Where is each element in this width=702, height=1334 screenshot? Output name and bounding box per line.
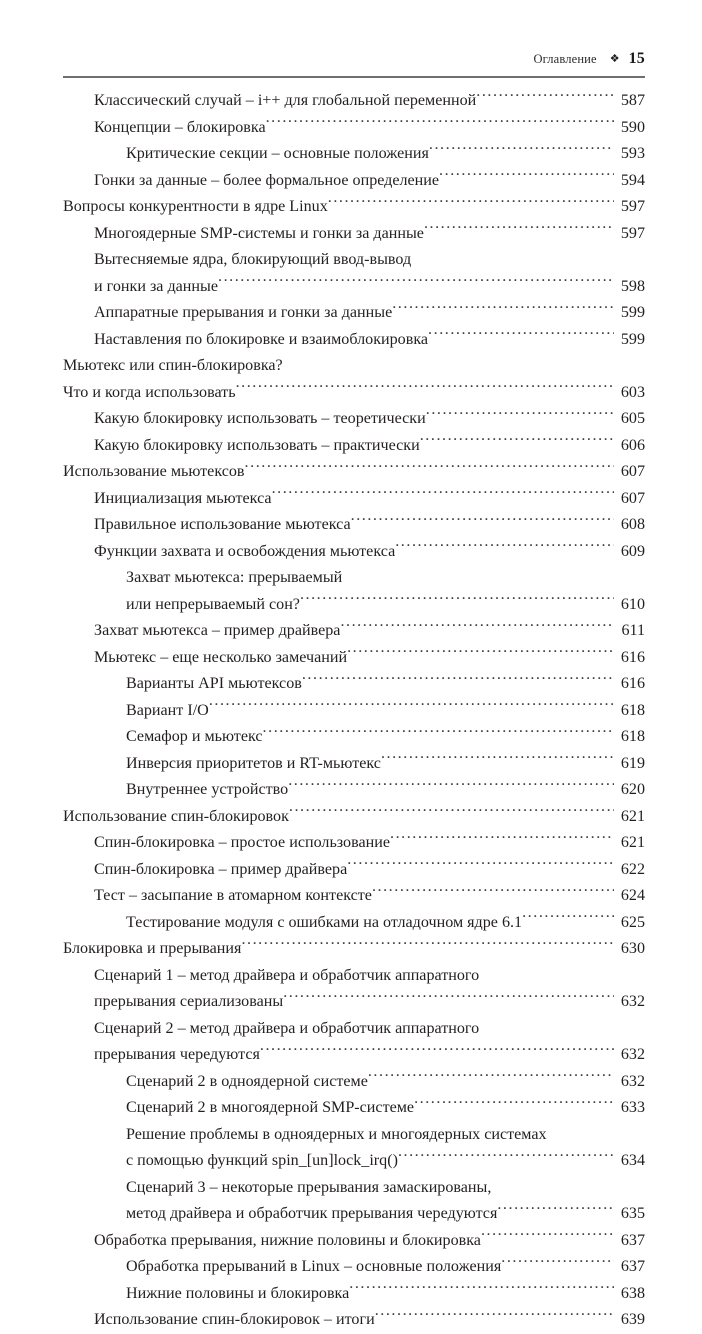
diamond-ornament-icon: ❖ — [609, 53, 620, 65]
toc-entry-leader-dots — [272, 486, 614, 502]
toc-entry-page-number: 599 — [620, 304, 645, 321]
toc-entry-leader-dots — [289, 804, 614, 820]
toc-entry-label: Вытесняемые ядра, блокирующий ввод-вывод — [94, 251, 412, 268]
toc-entry-leader-dots — [209, 698, 614, 714]
toc-entry-label: Обработка прерывания, нижние половины и блокировка — [94, 1231, 481, 1249]
toc-entry-page-number: 607 — [620, 463, 645, 480]
toc-entry-leader-dots — [347, 645, 614, 661]
toc-entry[interactable] — [63, 592, 645, 619]
toc-entry-leader-dots — [439, 168, 614, 184]
toc-entry-leader-dots — [263, 725, 614, 741]
toc-entry-leader-dots — [428, 327, 614, 343]
toc-entry-page-number: 624 — [620, 887, 645, 904]
toc-entry[interactable] — [63, 433, 645, 460]
toc-entry-page-number: 607 — [620, 489, 645, 507]
toc-entry-page-number: 619 — [620, 754, 645, 772]
toc-entry[interactable] — [63, 221, 645, 248]
toc-entry-label: Сценарий 2 в многоядерной SMP-системе — [126, 1099, 415, 1116]
toc-entry-leader-dots — [395, 539, 614, 555]
toc-entry-label: Функции захвата и освобождения мьютекса — [94, 542, 396, 560]
toc-entry-page-number: 622 — [620, 860, 645, 878]
toc-entry-label: Внутреннее устройство — [126, 781, 289, 798]
toc-entry[interactable] — [63, 830, 645, 857]
toc-entry[interactable] — [63, 512, 645, 539]
toc-entry-label: Сценарий 2 – метод драйвера и обработчик аппаратного — [94, 1019, 480, 1037]
toc-entry-label: Мьютекс – еще несколько замечаний — [94, 648, 348, 666]
toc-entry[interactable] — [63, 724, 645, 751]
toc-entry-page-number: 616 — [620, 675, 645, 692]
toc-entry-label: Использование спин-блокировок — [63, 807, 289, 825]
toc-entry-label: или непрерываемый сон? — [126, 595, 300, 613]
toc-entry-label: Вариант I/O — [126, 701, 209, 719]
toc-entry-label: Нижние половины и блокировка — [126, 1284, 350, 1302]
toc-entry-label: Аппаратные прерывания и гонки за данные — [94, 304, 393, 321]
toc-entry-page-number: 625 — [620, 913, 645, 931]
toc-entry[interactable] — [63, 1069, 645, 1096]
toc-entry-label: Обработка прерываний в Linux – основные положения — [126, 1258, 502, 1275]
toc-entry-page-number: 608 — [620, 516, 645, 533]
header-divider — [63, 76, 645, 78]
toc-entry[interactable] — [63, 671, 645, 698]
toc-entry-leader-dots — [372, 884, 614, 900]
toc-entry-label: Наставления по блокировке и взаимоблокировка — [94, 330, 429, 348]
toc-entry-page-number: 633 — [620, 1099, 645, 1116]
toc-entry-label: с помощью функций spin_[un]lock_irq() — [126, 1152, 398, 1169]
toc-entry-label: Тест – засыпание в атомарном контексте — [94, 887, 372, 904]
toc-entry[interactable] — [63, 300, 645, 327]
toc-entry-page-number: 593 — [620, 145, 645, 162]
toc-entry-page-number: 637 — [620, 1231, 645, 1249]
toc-entry-page-number: 632 — [620, 1072, 645, 1090]
toc-entry-label: Использование мьютексов — [63, 463, 245, 480]
toc-entry-page-number: 590 — [620, 118, 645, 136]
toc-entry-page-number: 621 — [620, 834, 645, 851]
toc-entry-page-number: 621 — [620, 807, 645, 825]
toc-entry-label: Захват мьютекса: прерываемый — [126, 569, 343, 586]
toc-entry-label: Классический случай – i++ для глобальной переменной — [94, 92, 477, 109]
toc-entry-page-number: 606 — [620, 436, 645, 454]
toc-entry-page-number: 616 — [620, 648, 645, 666]
toc-entry-leader-dots — [351, 513, 614, 529]
toc-entry-label: и гонки за данные — [94, 277, 218, 295]
toc-entry-page-number: 597 — [620, 224, 645, 242]
running-head — [63, 50, 645, 74]
toc-entry-label: Решение проблемы в одноядерных и многоядерных системах — [126, 1125, 547, 1143]
toc-entry-leader-dots — [368, 1069, 614, 1085]
toc-entry-leader-dots — [414, 1096, 614, 1112]
toc-entry-label: метод драйвера и обработчик прерывания чередуются — [126, 1205, 498, 1222]
toc-entry-leader-dots — [429, 142, 614, 158]
toc-entry-label: Семафор и мьютекс — [126, 728, 263, 745]
toc-entry-label: Какую блокировку использовать – практически — [94, 436, 420, 454]
toc-entry-label: Спин-блокировка – простое использование — [94, 834, 390, 851]
toc-entry-leader-dots — [349, 1281, 614, 1297]
toc-entry-page-number: 618 — [620, 728, 645, 745]
toc-entry-label: прерывания сериализованы — [94, 993, 284, 1010]
toc-entry[interactable] — [63, 777, 645, 804]
toc-entry[interactable] — [63, 115, 645, 142]
toc-entry-label: Гонки за данные – более формальное определение — [94, 171, 440, 189]
toc-entry-label: Мьютекс или спин-блокировка? — [63, 357, 283, 374]
running-head-title: Оглавление — [533, 52, 597, 66]
toc-entry[interactable] — [63, 141, 645, 168]
toc-entry-page-number: 637 — [620, 1258, 645, 1275]
toc-entry-page-number: 630 — [620, 940, 645, 957]
toc-entry[interactable] — [63, 380, 645, 407]
toc-entry-page-number: 634 — [620, 1152, 645, 1169]
toc-entry-leader-dots — [288, 778, 614, 794]
toc-entry-page-number: 632 — [620, 1046, 645, 1063]
toc-entry-leader-dots — [392, 301, 614, 317]
toc-entry[interactable] — [63, 194, 645, 221]
toc-entry-label: Что и когда использовать — [63, 383, 236, 401]
toc-entry-page-number: 618 — [620, 701, 645, 719]
toc-entry-page-number: 632 — [620, 993, 645, 1010]
toc-entry-label: Захват мьютекса – пример драйвера — [94, 622, 341, 639]
toc-entry-page-number: 609 — [620, 542, 645, 560]
toc-entry-label: Концепции – блокировка — [94, 118, 266, 136]
toc-entry-leader-dots — [398, 1149, 614, 1165]
toc-entry-leader-dots — [476, 89, 614, 105]
toc-entry-label: Многоядерные SMP-системы и гонки за данные — [94, 224, 424, 242]
toc-entry-leader-dots — [260, 1043, 614, 1059]
toc-entry[interactable] — [63, 88, 645, 115]
toc-entry-label: прерывания чередуются — [94, 1046, 260, 1063]
toc-entry-label: Использование спин-блокировок – итоги — [94, 1311, 375, 1328]
toc-entry-leader-dots — [218, 274, 614, 290]
toc-entry-leader-dots — [424, 221, 614, 237]
toc-entry-label: Инициализация мьютекса — [94, 489, 272, 507]
toc-entry-leader-dots — [245, 460, 614, 476]
toc-entry-label: Какую блокировку использовать – теоретически — [94, 410, 426, 427]
toc-entry-page-number: 639 — [620, 1311, 645, 1328]
toc-entry-leader-dots — [420, 433, 614, 449]
toc-entry-page-number: 611 — [621, 622, 645, 639]
toc-entry[interactable] — [63, 883, 645, 910]
toc-entry-leader-dots — [381, 751, 614, 767]
toc-entry-page-number: 605 — [620, 410, 645, 427]
toc-entry[interactable] — [63, 751, 645, 778]
toc-entry-label: Сценарий 2 в одноядерной системе — [126, 1072, 368, 1090]
toc-entry[interactable] — [63, 1307, 645, 1334]
toc-entry[interactable] — [63, 936, 645, 963]
toc-entry-label: Варианты API мьютексов — [126, 675, 302, 692]
toc-entry[interactable] — [63, 486, 645, 513]
toc-entry-leader-dots — [340, 619, 614, 635]
toc-entry-label: Критические секции – основные положения — [126, 145, 429, 162]
toc-entry[interactable] — [63, 1042, 645, 1069]
toc-entry[interactable] — [63, 1016, 645, 1043]
folio-page-number: 15 — [628, 50, 645, 67]
toc-entry[interactable] — [63, 565, 645, 592]
toc-entry[interactable] — [63, 1175, 645, 1202]
toc-entry-leader-dots — [497, 1202, 614, 1218]
toc-entry-leader-dots — [347, 857, 614, 873]
toc-entry-page-number: 635 — [620, 1205, 645, 1222]
toc-entry-page-number: 610 — [620, 595, 645, 613]
toc-entry-leader-dots — [501, 1255, 614, 1271]
toc-entry[interactable] — [63, 857, 645, 884]
toc-entry-page-number: 597 — [620, 198, 645, 215]
toc-entry[interactable] — [63, 353, 645, 380]
toc-entry[interactable] — [63, 1122, 645, 1149]
toc-entry-leader-dots — [283, 990, 614, 1006]
toc-entry-label: Сценарий 3 – некоторые прерывания замаскированы, — [126, 1178, 492, 1196]
toc-entry-leader-dots — [241, 937, 614, 953]
toc-entry-leader-dots — [328, 195, 614, 211]
toc-entry-page-number: 598 — [620, 277, 645, 295]
toc-entry-label: Инверсия приоритетов и RT-мьютекс — [126, 754, 381, 772]
toc-entry-label: Вопросы конкурентности в ядре Linux — [63, 198, 328, 215]
toc-entry-label: Спин-блокировка – пример драйвера — [94, 860, 348, 878]
toc-entry-label: Правильное использование мьютекса — [94, 516, 351, 533]
toc-entry-label: Блокировка и прерывания — [63, 940, 242, 957]
toc-entry[interactable] — [63, 168, 645, 195]
toc-entry-page-number: 620 — [620, 781, 645, 798]
toc-entry-page-number: 599 — [620, 330, 645, 348]
toc-entry[interactable] — [63, 459, 645, 486]
toc-entry[interactable] — [63, 247, 645, 274]
toc-entry-leader-dots — [236, 380, 614, 396]
toc-entry-leader-dots — [300, 592, 614, 608]
toc-entry[interactable] — [63, 698, 645, 725]
toc-entry[interactable] — [63, 1095, 645, 1122]
toc-entry[interactable] — [63, 910, 645, 937]
toc-entry[interactable] — [63, 1254, 645, 1281]
toc-entry[interactable] — [63, 1201, 645, 1228]
toc-entry-page-number: 638 — [620, 1284, 645, 1302]
toc-entry-page-number: 587 — [620, 92, 645, 109]
toc-entry[interactable] — [63, 618, 645, 645]
toc-entry[interactable] — [63, 989, 645, 1016]
toc-entry-leader-dots — [481, 1228, 614, 1244]
toc-entry-page-number: 594 — [620, 171, 645, 189]
toc-entry[interactable] — [63, 274, 645, 301]
toc-entry[interactable] — [63, 1281, 645, 1308]
toc-entry-label: Сценарий 1 – метод драйвера и обработчик аппаратного — [94, 966, 480, 984]
toc-entry[interactable] — [63, 804, 645, 831]
toc-entry[interactable] — [63, 327, 645, 354]
toc-entry[interactable] — [63, 406, 645, 433]
toc-entry-leader-dots — [302, 672, 614, 688]
toc-entry-leader-dots — [390, 831, 614, 847]
toc-entry[interactable] — [63, 1228, 645, 1255]
toc-entry-label: Тестирование модуля с ошибками на отладочном ядре 6.1 — [126, 913, 523, 931]
toc-entry-leader-dots — [375, 1308, 614, 1324]
toc-entry-page-number: 603 — [620, 383, 645, 401]
toc-entry-leader-dots — [426, 407, 614, 423]
toc-entry-leader-dots — [266, 115, 614, 131]
toc-entry[interactable] — [63, 645, 645, 672]
toc-entry[interactable] — [63, 963, 645, 990]
table-of-contents — [63, 88, 645, 1334]
toc-entry[interactable] — [63, 539, 645, 566]
toc-entry[interactable] — [63, 1148, 645, 1175]
toc-entry-leader-dots — [522, 910, 614, 926]
